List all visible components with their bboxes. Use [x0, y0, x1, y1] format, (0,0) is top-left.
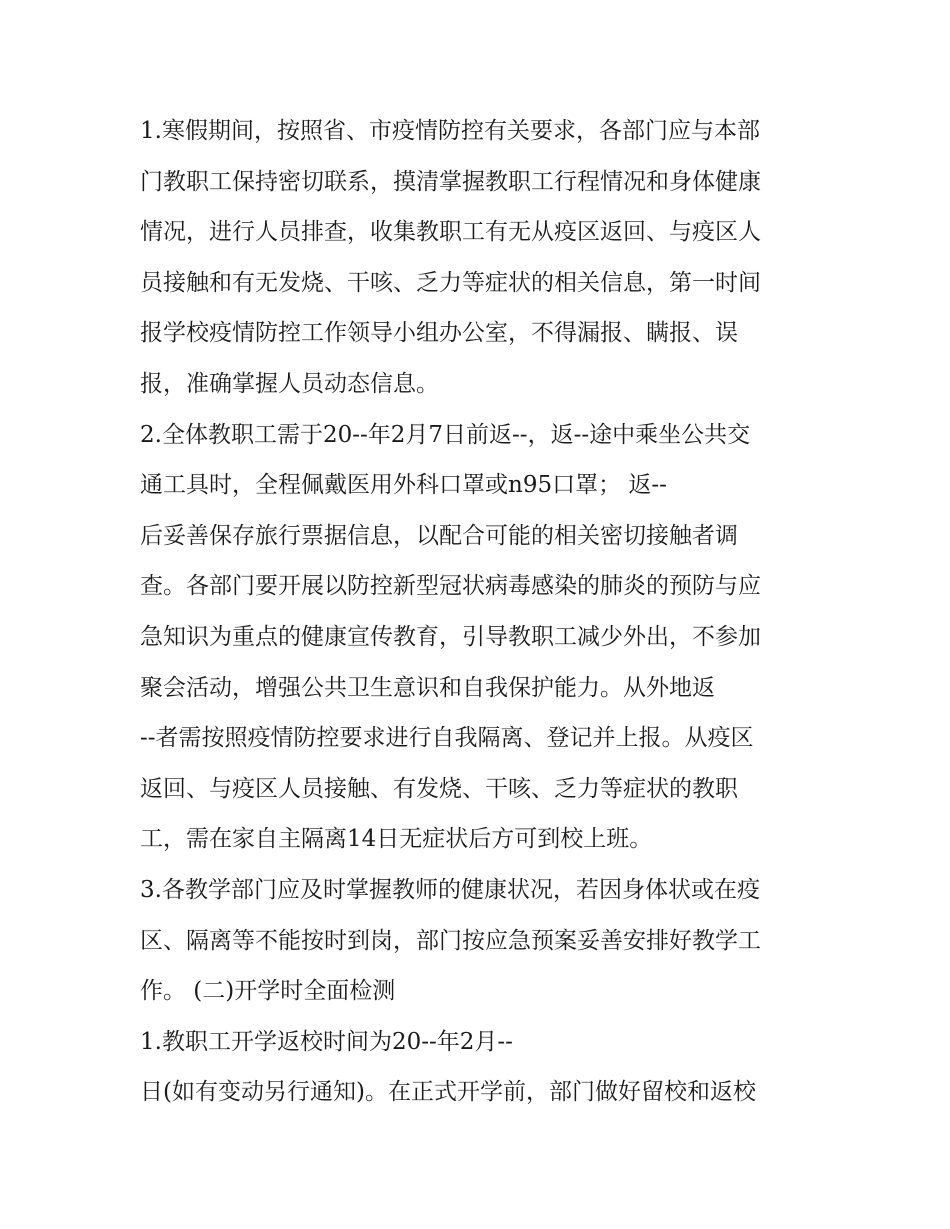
document-body [140, 106, 830, 1118]
text-line: 报，准确掌握人员动态信息。 [140, 370, 439, 397]
text-line: 报学校疫情防控工作领导小组办公室，不得漏报、瞒报、误 [140, 320, 738, 347]
text-line: 通工具时，全程佩戴医用外科口罩或n95口罩； 返-- [140, 472, 667, 499]
text-line: 员接触和有无发烧、干咳、乏力等症状的相关信息，第一时间 [140, 269, 761, 296]
text-line: 门教职工保持密切联系，摸清掌握教职工行程情况和身体健康 [140, 168, 761, 195]
text-line: 区、隔离等不能按时到岗，部门按应急预案妥善安排好教学工 [140, 927, 761, 954]
text-line: 2.全体教职工需于20--年2月7日前返--，返--途中乘坐公共交 [140, 421, 751, 448]
text-line: 1.寒假期间，按照省、市疫情防控有关要求，各部门应与本部 [140, 118, 760, 144]
text-line: 后妥善保存旅行票据信息，以配合可能的相关密切接触者调 [140, 522, 738, 549]
text-line: 查。各部门要开展以防控新型冠状病毒感染的肺炎的预防与应 [140, 573, 761, 600]
text-line: 返回、与疫区人员接触、有发烧、干咳、乏力等症状的教职 [140, 775, 738, 802]
text-line: 情况，进行人员排查，收集教职工有无从疫区返回、与疫区人 [140, 219, 761, 246]
text-line: --者需按照疫情防控要求进行自我隔离、登记并上报。从疫区 [140, 725, 754, 752]
text-line: 聚会活动，增强公共卫生意识和自我保护能力。从外地返 [140, 674, 715, 701]
text-line: 日(如有变动另行通知)。在正式开学前，部门做好留校和返校 [140, 1079, 756, 1106]
text-line: 作。 (二)开学时全面检测 [140, 978, 396, 1005]
text-line: 急知识为重点的健康宣传教育，引导教职工减少外出，不参加 [140, 623, 761, 650]
text-line: 工，需在家自主隔离14日无症状后方可到校上班。 [140, 826, 653, 853]
text-line: 3.各教学部门应及时掌握教师的健康状况，若因身体状或在疫 [140, 876, 760, 903]
text-line: 1.教职工开学返校时间为20--年2月-- [140, 1028, 513, 1055]
